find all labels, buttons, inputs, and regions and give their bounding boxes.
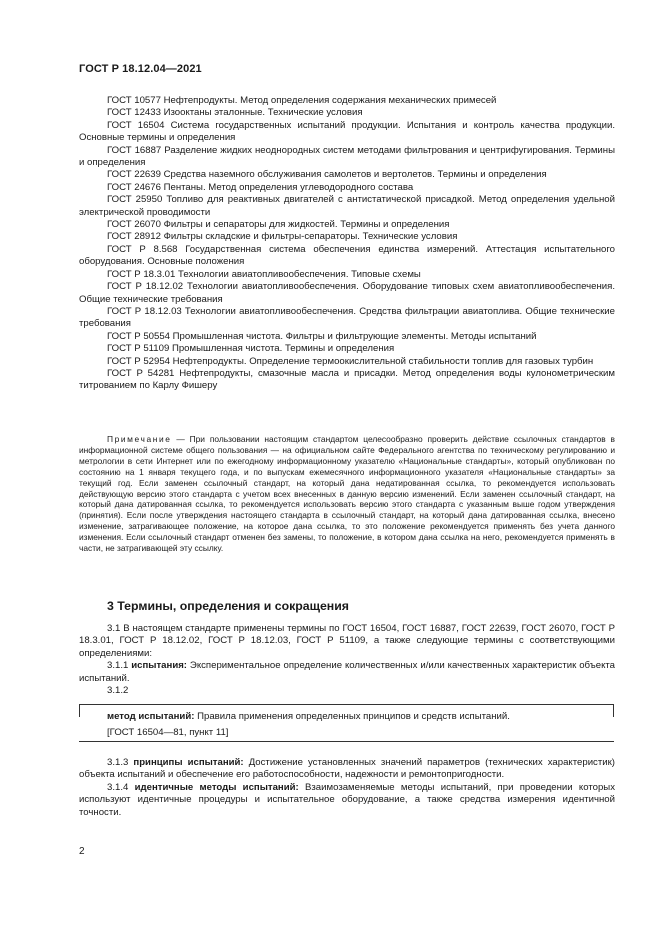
reference-item: ГОСТ 28912 Фильтры складские и фильтры-сепараторы. Технические условия — [107, 231, 458, 243]
reference-item: ГОСТ Р 18.3.01 Технологии авиатопливообеспечения. Типовые схемы — [107, 268, 421, 280]
term-number: 3.1.1 — [107, 660, 132, 672]
section-title: 3 Термины, определения и сокращения — [107, 599, 349, 613]
term-definition: Экспериментальное определение количественных и/или качественных характеристик объекта испытаний. — [79, 660, 615, 684]
term-name: испытания: — [131, 660, 188, 672]
reference-item: ГОСТ Р 52954 Нефтепродукты. Определение термоокислительной стабильности топлив для газовых турбин — [107, 355, 594, 367]
term-definition-box — [79, 704, 614, 742]
note-text: — При пользовании настоящим стандартом целесообразно проверить действие ссылочных стандартов в информационной системе общего пользования — на официальном сайте Федерального агентства по техническому регулированию и метрологии в сети Интернет или по ежегодному информационному указателю «Национальные стандарты», который опубликован по состоянию на 1 января текущего года, и по выпускам ежемесячного информационного указателя «Национальные стандарты» за текущий год. Если заменен ссылочный стандарт, на который дана недатированная ссылка, то рекомендуется использовать действующую версию этого стандарта с учетом всех внесенных в данную версию изменений. Если заменен ссылочный стандарт, на который дана датированная ссылка, то рекомендуется использовать версию этого стандарта с указанным выше годом утверждения (принятия). Если после утверждения настоящего стандарта в ссылочный стандарт, на который дана датированная ссылка, внесено изменение, затрагивающее положение, на которое дана ссылка, то это положение рекомендуется применять без учета данного изменения. Если ссылочный стандарт отменен без замены, то положение, в котором дана ссылка на него, рекомендуется применять в части, не затрагивающей эту ссылку. — [79, 434, 615, 554]
term-name: идентичные методы испытаний: — [134, 781, 299, 793]
section-body-1 — [79, 623, 615, 697]
reference-item: ГОСТ Р 8.568 Государственная система обеспечения единства измерений. Аттестация испытательного оборудования. Основные положения — [79, 243, 615, 268]
reference-item: ГОСТ Р 51109 Промышленная чистота. Термины и определения — [107, 343, 395, 355]
term-definition: Достижение установленных значений параметров (технических характеристик) объекта испытаний и обеспечение его работоспособности, надежности и ремонтопригодности. — [79, 757, 615, 781]
reference-item: ГОСТ 16887 Разделение жидких неоднородных систем методами фильтрования и центрифугирования. Термины и определения — [79, 144, 615, 169]
section-body-2 — [79, 757, 615, 819]
boxed-term — [107, 711, 510, 722]
reference-item: ГОСТ 22639 Средства наземного обслуживания самолетов и вертолетов. Термины и определения — [107, 169, 547, 181]
term-3-1-4 — [79, 782, 615, 819]
term-3-1-1 — [79, 660, 615, 685]
term-definition: Взаимозаменяемые методы испытаний, при проведении которых используют идентичные процедуры и испытательное оборудование, а также средства измерения идентичной точности. — [79, 781, 615, 818]
note-label: Примечание — [107, 434, 172, 444]
term-source: [ГОСТ 16504—81, пункт 11] — [107, 727, 229, 738]
term-number: 3.1.4 — [107, 781, 135, 793]
reference-item: ГОСТ 12433 Изооктаны эталонные. Технические условия — [107, 107, 363, 119]
reference-item: ГОСТ 25950 Топливо для реактивных двигателей с антистатической присадкой. Метод определения удельной электрической проводимости — [79, 194, 615, 218]
reference-item: ГОСТ 24676 Пентаны. Метод определения углеводородного состава — [107, 181, 414, 193]
reference-item: ГОСТ Р 18.12.02 Технологии авиатопливообеспечения. Оборудование типовых схем авиатопливообеспечения. Общие технические требования — [79, 281, 615, 305]
clause-3-1: 3.1 В настоящем стандарте применены термины по ГОСТ 16504, ГОСТ 16887, ГОСТ 22639, ГОСТ 26070, ГОСТ Р 18.3.01, ГОСТ Р 18.12.02, ГОСТ Р 18.12.03, ГОСТ Р 51109, а также следующие термины с соответствующими определениями: — [79, 623, 615, 659]
term-name: принципы испытаний: — [133, 757, 244, 768]
reference-item: ГОСТ Р 18.12.03 Технологии авиатопливообеспечения. Средства фильтрации авиатоплива. Общие технические требования — [79, 305, 615, 330]
term-number: 3.1.3 — [107, 757, 134, 768]
reference-item: ГОСТ Р 54281 Нефтепродукты, смазочные масла и присадки. Метод определения воды кулонометрическим титрованием по Карлу Фишеру — [79, 367, 615, 392]
reference-item: ГОСТ Р 50554 Промышленная чистота. Фильтры и фильтрующие элементы. Методы испытаний — [107, 330, 537, 342]
reference-item: ГОСТ 16504 Система государственных испытаний продукции. Испытания и контроль качества продукции. Основные термины и определения — [79, 119, 615, 144]
references-note — [79, 434, 615, 554]
page-number: 2 — [79, 846, 85, 857]
term-name: метод испытаний: — [107, 711, 195, 722]
term-3-1-2-number: 3.1.2 — [107, 685, 129, 697]
document-header: ГОСТ Р 18.12.04—2021 — [79, 63, 202, 75]
reference-item: ГОСТ 26070 Фильтры и сепараторы для жидкостей. Термины и определения — [107, 219, 450, 231]
reference-item: ГОСТ 10577 Нефтепродукты. Метод определения содержания механических примесей — [107, 95, 497, 106]
normative-references — [79, 95, 615, 393]
term-definition: Правила применения определенных принципов и средств испытаний. — [194, 711, 510, 722]
term-3-1-3 — [79, 757, 615, 782]
